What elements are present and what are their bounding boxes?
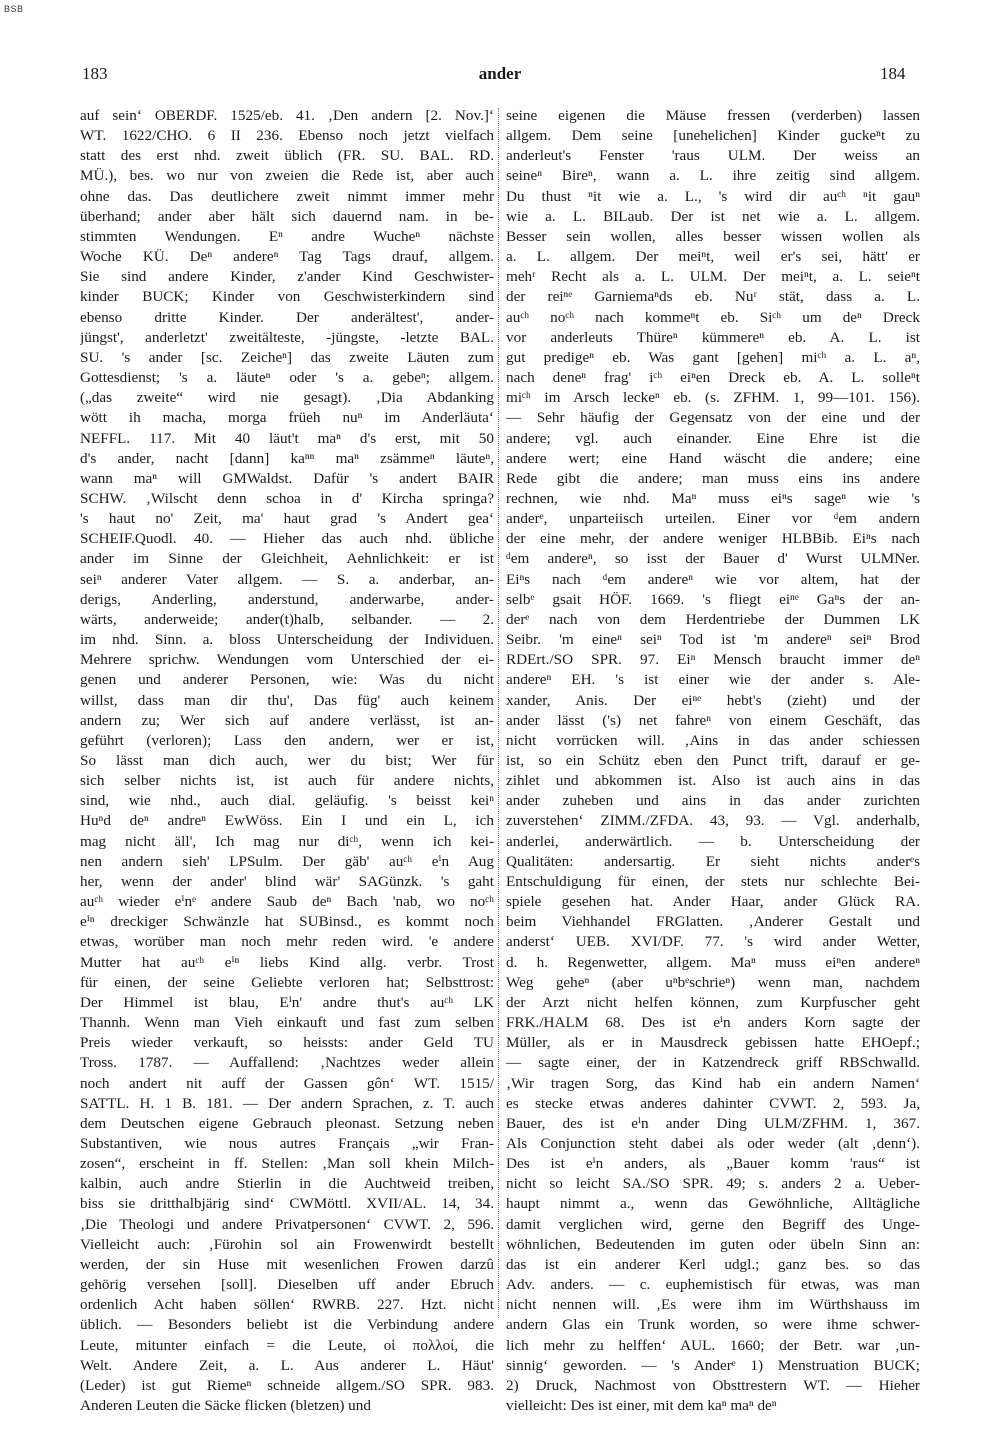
text-line: überhand; ander aber hält sich dauernd nam. in be- (80, 207, 494, 225)
text-line: Weg geheⁿ (aber uⁿbᵉschrieⁿ) wenn man, nachdem (506, 973, 920, 991)
text-line: zihlet und abkommen ist. Also ist auch ains in das (506, 772, 920, 790)
text-line: Thannh. Wenn man Vieh einkauft und fast zum selben (80, 1014, 494, 1032)
text-line: beim Viehhandel FRGlatten. ‚Anderer Gestalt und (506, 913, 920, 931)
library-stamp: BSB (4, 4, 24, 14)
text-line: biss sie dritthalbjärig sind‘ CWMöttl. XVII/AL. 14, 34. (80, 1195, 494, 1213)
text-line: es stecke etwas anderes dahinter CVWT. 2, 593. Ja, (506, 1094, 920, 1112)
text-line: d. h. Regenwetter, allgem. Maⁿ muss eiⁿen andereⁿ (506, 953, 920, 971)
text-line: gehörig versehen [soll]. Dieselben uff ander Ebruch (80, 1276, 494, 1294)
text-line: spiele gesehen hat. Ander Haar, ander Glück RA. (506, 893, 920, 911)
text-line: vor anderleuts Thüreⁿ kümmereⁿ eb. A. L. ist (506, 328, 920, 346)
text-line: Preis wieder verkauft, so heissts: ander Geld TU (80, 1034, 494, 1052)
text-line: damit verglichen wird, gerne den Begriff des Unge- (506, 1215, 920, 1233)
text-line: andere wert; eine Hand wäscht die andere; eine (506, 449, 920, 467)
text-line: Welt. Andere Zeit, a. L. Aus anderer L. Häut' (80, 1356, 494, 1374)
text-line: nach deneⁿ frag' iᶜʰ eiⁿen Dreck eb. A. L. solleⁿt (506, 369, 920, 387)
text-line: selbᵉ gsait HÖF. 1669. 's fliegt eiⁿᵉ Gaⁿs der an- (506, 590, 920, 608)
text-line: das ist ein anderer Kerl udgl.; ganz bes. so das (506, 1255, 920, 1273)
text-line: a. L. allgem. Der meiⁿt, weil er's sei, hätt' er (506, 248, 920, 266)
text-line: — Sehr häufig der Gegensatz von der eine und der (506, 409, 920, 427)
text-line: geführt (verloren); Lass den andern, wer er ist, (80, 731, 494, 749)
text-line: lich mehr zu helffen‘ AUL. 1660; der Betr. war ‚un- (506, 1336, 920, 1354)
text-line: auᶜʰ wieder eⁱnᵉ andere Saub deⁿ Bach 'nab, wo noᶜʰ (80, 893, 494, 911)
text-line: Bauer, des ist eⁱn ander Ding ULM/ZFHM. 1, 367. (506, 1114, 920, 1132)
text-line: wie a. L. BILaub. Der ist net wie a. L. allgem. (506, 207, 920, 225)
text-line: ebenso dritte Kinder. Der anderältest', ander- (80, 308, 494, 326)
text-line: Entschuldigung für einen, der stets nur schlechte Bei- (506, 872, 920, 890)
text-line: anderst‘ UEB. XVI/DF. 77. 's wird ander Wetter, (506, 933, 920, 951)
text-line: Der Himmel ist blau, Eⁱn' andre thut's auᶜʰ LK (80, 993, 494, 1011)
text-line: SCHW. ‚Wilscht denn schoa in d' Kircha springa? (80, 489, 494, 507)
text-column-right (506, 106, 920, 1416)
text-line: — sagte einer, der in Katzendreck griff RBSchwalld. (506, 1054, 920, 1072)
text-line: auf sein‘ OBERDF. 1525/eb. 41. ‚Den andern [2. Nov.]‘ (80, 107, 494, 124)
text-line: So lässt man dich auch, wer du bist; Wer für (80, 752, 494, 769)
text-line: Substantiven, wie nous autres Français „wir Fran- (80, 1134, 494, 1152)
text-line: zosen“, erscheint in ff. Stellen: ‚Man soll khein Milch- (80, 1155, 494, 1173)
text-line: ‚Die Theologi und andere Privatpersonen‘ CVWT. 2, 596. (80, 1215, 494, 1233)
text-line: willst, dass man dir thu', Das füg' auch keinem (80, 691, 494, 709)
text-line: mag nicht äll', Ich mag nur diᶜʰ, wenn ich kei- (80, 832, 494, 850)
text-line: nicht so leicht SA./SO SPR. 49; s. anders 2 a. Ueber- (506, 1175, 920, 1193)
text-line: wött ih macha, morga früeh nuⁿ im Anderläuta‘ (80, 409, 494, 427)
text-line: derigs, Anderling, anderstund, anderwarbe, ander- (80, 590, 494, 608)
column-divider (498, 108, 499, 1318)
text-line: seine eigenen die Mäuse fressen (verderben) lassen (506, 107, 920, 124)
text-line: ander zuheben und ains in das ander zurichten (506, 792, 920, 810)
text-line: Besser sein wollen, alles besser wissen wollen als (506, 227, 920, 245)
text-line: 's haut no' Zeit, ma' haut grad 's Andert geaʻ (80, 510, 494, 528)
text-line: Tross. 1787. — Auffallend: ‚Nachtzes weder allein (80, 1054, 494, 1072)
text-line: auᶜʰ noᶜʰ nach kommeⁿt eb. Siᶜʰ um deⁿ Dreck (506, 308, 920, 326)
text-line: werden, der sin Huse mit wesenlichen Frowen darzû (80, 1255, 494, 1273)
text-line: 2) Druck, Nachmost von Obsttrestern WT. — Hieher (506, 1376, 920, 1394)
text-line: MÜ.), bes. wo nur von zweien die Rede ist, aber auch (80, 167, 494, 185)
text-line: allgem. Dem seine [unehelichen] Kinder guckeⁿt zu (506, 127, 920, 145)
text-line: andere; vgl. auch einander. Eine Ehre ist die (506, 429, 920, 447)
text-line: WT. 1622/CHO. 6 II 236. Ebenso noch jetzt vielfach (80, 127, 494, 145)
text-line: NEFFL. 117. Mit 40 läut't maⁿ d's erst, mit 50 (80, 429, 494, 447)
text-line: sinnig‘ geworden. — 's Anderᵉ 1) Menstruation BUCK; (506, 1356, 920, 1374)
text-line: ander im Sinne der Gleichheit, Aehnlichkeit: er ist (80, 550, 494, 568)
text-line: („das zweite“ wird nie gesagt). ‚Dia Abdanking (80, 389, 494, 407)
text-line: kalbin, auch andre Stierlin in die Auchtweid treiben, (80, 1175, 494, 1193)
text-line: FRK./HALM 68. Des ist eⁱn anders Korn sagte der (506, 1014, 920, 1032)
text-line: Mutter hat auᶜʰ eⁱⁿ liebs Kind allg. verbr. Trost (80, 953, 494, 971)
text-line: Anderen Leuten die Säcke flicken (bletzen) und (80, 1397, 371, 1414)
text-line: Gottesdienst; 's a. läuteⁿ oder 's a. gebeⁿ; allgem. (80, 369, 494, 387)
text-line: noch andert nit auff der Gassen gôn‘ WT. 1515/ (80, 1074, 494, 1092)
text-line: ordenlich Acht haben söllen‘ RWRB. 227. Hzt. nicht (80, 1296, 494, 1314)
text-line: jüngst', anderletzt' zweitälteste, -jüngste, -letzte BAL. (80, 328, 494, 346)
text-line: Vielleicht auch: ‚Fürohin sol ain Frowenwirdt bestellt (80, 1235, 494, 1253)
text-line: ist, so ein Schütz eben den Punct trift, darauf er ge- (506, 752, 920, 769)
text-line: seiⁿ anderer Vater allgem. — S. a. anderbar, an- (80, 570, 494, 588)
text-line: SCHEIF.Quodl. 40. — Hieher das auch nhd. übliche (80, 530, 494, 548)
text-line: andereⁿ EH. 's ist einer wie der ander s. Ale- (506, 671, 920, 689)
text-line: sich selber nichts ist, ist auch für andere nichts, (80, 772, 494, 790)
text-line: Sie sind andere Kinder, z'ander Kind Geschwister- (80, 268, 494, 286)
text-line: ander lässt ('s) net fahreⁿ von einem Geschäft, das (506, 711, 920, 729)
text-line: Mehrere sprichw. Wendungen vom Unterschied der ei- (80, 651, 494, 669)
text-line: genen und anderer Personen, wie: Was du nicht (80, 671, 494, 689)
text-line: rechnen, wie nhd. Maⁿ muss eiⁿs sageⁿ wie 's (506, 489, 920, 507)
page-header (0, 64, 1000, 90)
text-line: derᵉ nach von dem Herdentriebe der Dummen LK (506, 610, 920, 628)
text-line: ‚Wir tragen Sorg, das Kind hab ein andern Namen‘ (506, 1074, 920, 1092)
text-line: Qualitäten: andersartig. Er sieht nichts anderᵉs (506, 852, 920, 870)
text-line: SATTL. H. 1 B. 181. — Der andern Sprachen, z. T. auch (80, 1094, 494, 1112)
text-line: sind, wie nhd., auch dial. geläufig. 's beisst keiⁿ (80, 792, 494, 810)
text-line: Eiⁿs nach ᵈem andereⁿ wie vor altem, hat der (506, 570, 920, 588)
text-line: Leute, mitunter einfach = die Leute, οἱ πολλοί, die (80, 1336, 494, 1354)
text-line: üblich. — Besonders beliebt ist die Verbindung andere (80, 1316, 494, 1334)
running-headword: ander (478, 64, 522, 83)
text-line: stimmten Wendungen. Eⁿ andre Wucheⁿ nächste (80, 227, 494, 245)
text-line: her, wenn der ander' blind wär' SAGünzk. 's gaht (80, 872, 494, 890)
text-line: statt des erst nhd. zweit üblich (FR. SU. BAL. RD. (80, 147, 494, 165)
text-line: kinder BUCK; Kinder von Geschwisterkindern sind (80, 288, 494, 306)
page-number-left: 183 (82, 64, 108, 83)
text-line: wärts, anderweide; ander(t)halb, selbander. — 2. (80, 610, 494, 628)
text-line: nicht vorrücken will. ‚Ains in das ander schiessen (506, 731, 920, 749)
text-line: Adv. anders. — c. euphemistisch für etwas, was man (506, 1276, 920, 1294)
text-line: anderᵉ, unparteiisch urteilen. Einer vor ᵈem andern (506, 510, 920, 528)
text-line: haupt nimmt a., wenn das Gewöhnliche, Alltägliche (506, 1195, 920, 1213)
text-line: andern Glas ein Trunk worden, so were ihme schwer- (506, 1316, 920, 1334)
text-line: Seibr. 'm eineⁿ seiⁿ Tod ist 'm andereⁿ seiⁿ Brod (506, 631, 920, 649)
text-line: miᶜʰ im Arsch leckeⁿ eb. (s. ZFHM. 1, 99—101. 156). (506, 389, 920, 407)
text-line: dem Deutschen eigene Gebrauch pleonast. Setzung neben (80, 1114, 494, 1132)
text-line: der reiⁿᵉ Garniemaⁿds eb. Nuʳ stät, dass a. L. (506, 288, 920, 306)
text-line: (Leder) ist gut Riemeⁿ schneide allgem./SO SPR. 983. (80, 1376, 494, 1394)
text-line: wöhnlichen, Bedeutenden im guten oder übeln Sinn an: (506, 1235, 920, 1253)
text-line: zuverstehen‘ ZIMM./ZFDA. 43, 93. — Vgl. anderhalb, (506, 812, 920, 830)
text-line: Du thust ⁿit wie a. L., 's wird dir auᶜʰ ⁿit gauⁿ (506, 187, 920, 205)
text-line: Rede gibt die andere; man muss eins ins andere (506, 469, 920, 487)
text-line: d's ander, nacht [dann] kaⁿⁿ maⁿ zsämmeⁿ läuteⁿ, (80, 449, 494, 467)
text-line: vielleicht: Des ist einer, mit dem kaⁿ maⁿ deⁿ (506, 1397, 777, 1414)
text-line: der Arzt nicht helfen können, zum Kurpfuscher geht (506, 993, 920, 1011)
text-line: für einen, der seine Geliebte verloren hat; Selbsttrost: (80, 973, 494, 991)
text-line: gut predigeⁿ eb. Was gant [gehen] miᶜʰ a. L. aⁿ, (506, 348, 920, 366)
text-line: nen andern sieh' LPSulm. Der gäb' auᶜʰ eⁱn Aug (80, 852, 494, 870)
text-line: andern zu; Wer sich auf andere verlässt, ist an- (80, 711, 494, 729)
text-line: Als Conjunction steht dabei als oder weder (alt ‚denn‘). (506, 1134, 920, 1152)
text-line: nicht nennen will. ‚Es were ihm im Würthshauss im (506, 1296, 920, 1314)
text-line: der eine mehr, der andere weniger HLBBib. Eiⁿs nach (506, 530, 920, 548)
text-line: Des ist eⁱn anders, als „Bauer komm 'raus“ ist (506, 1155, 920, 1173)
text-line: Huⁿd deⁿ andreⁿ EwWöss. Ein I und ein L, ich (80, 812, 494, 830)
text-line: Woche KÜ. Deⁿ andereⁿ Tag Tags drauf, allgem. (80, 248, 494, 266)
text-line: mehʳ Recht als a. L. ULM. Der meiⁿt, a. L. seieⁿt (506, 268, 920, 286)
text-line: etwas, worüber man noch mehr reden wird. 'e andere (80, 933, 494, 951)
text-line: xander, Anis. Der eiⁿᵉ hebt's (zieht) und der (506, 691, 920, 709)
text-line: wann maⁿ will GMWaldst. Dafür 's andert BAIR (80, 469, 494, 487)
text-line: ᵈem andereⁿ, so isst der Bauer d' Wurst ULMNer. (506, 550, 920, 568)
text-column-left (80, 106, 494, 1416)
text-line: im nhd. Sinn. a. bloss Unterscheidung der Individuen. (80, 631, 494, 649)
text-line: RDErt./SO SPR. 97. Eiⁿ Mensch braucht immer deⁿ (506, 651, 920, 669)
text-line: ohne das. Das deutlichere zweit nimmt immer mehr (80, 187, 494, 205)
text-line: eⁱⁿ dreckiger Schwänzle hat SUBinsd., es kommt noch (80, 913, 494, 931)
page-number-right: 184 (880, 64, 906, 83)
text-line: SU. 's ander [sc. Zeicheⁿ] das zweite Läuten zum (80, 348, 494, 366)
text-line: Müller, als er in Mausdreck gebissen hatte EHOepf.; (506, 1034, 920, 1052)
text-line: anderlei, anderwärtlich. — b. Unterscheidung der (506, 832, 920, 850)
text-line: seineⁿ Bireⁿ, wann a. L. ihre zeitig sind allgem. (506, 167, 920, 185)
text-line: anderleut's Fenster 'raus ULM. Der weiss an (506, 147, 920, 165)
